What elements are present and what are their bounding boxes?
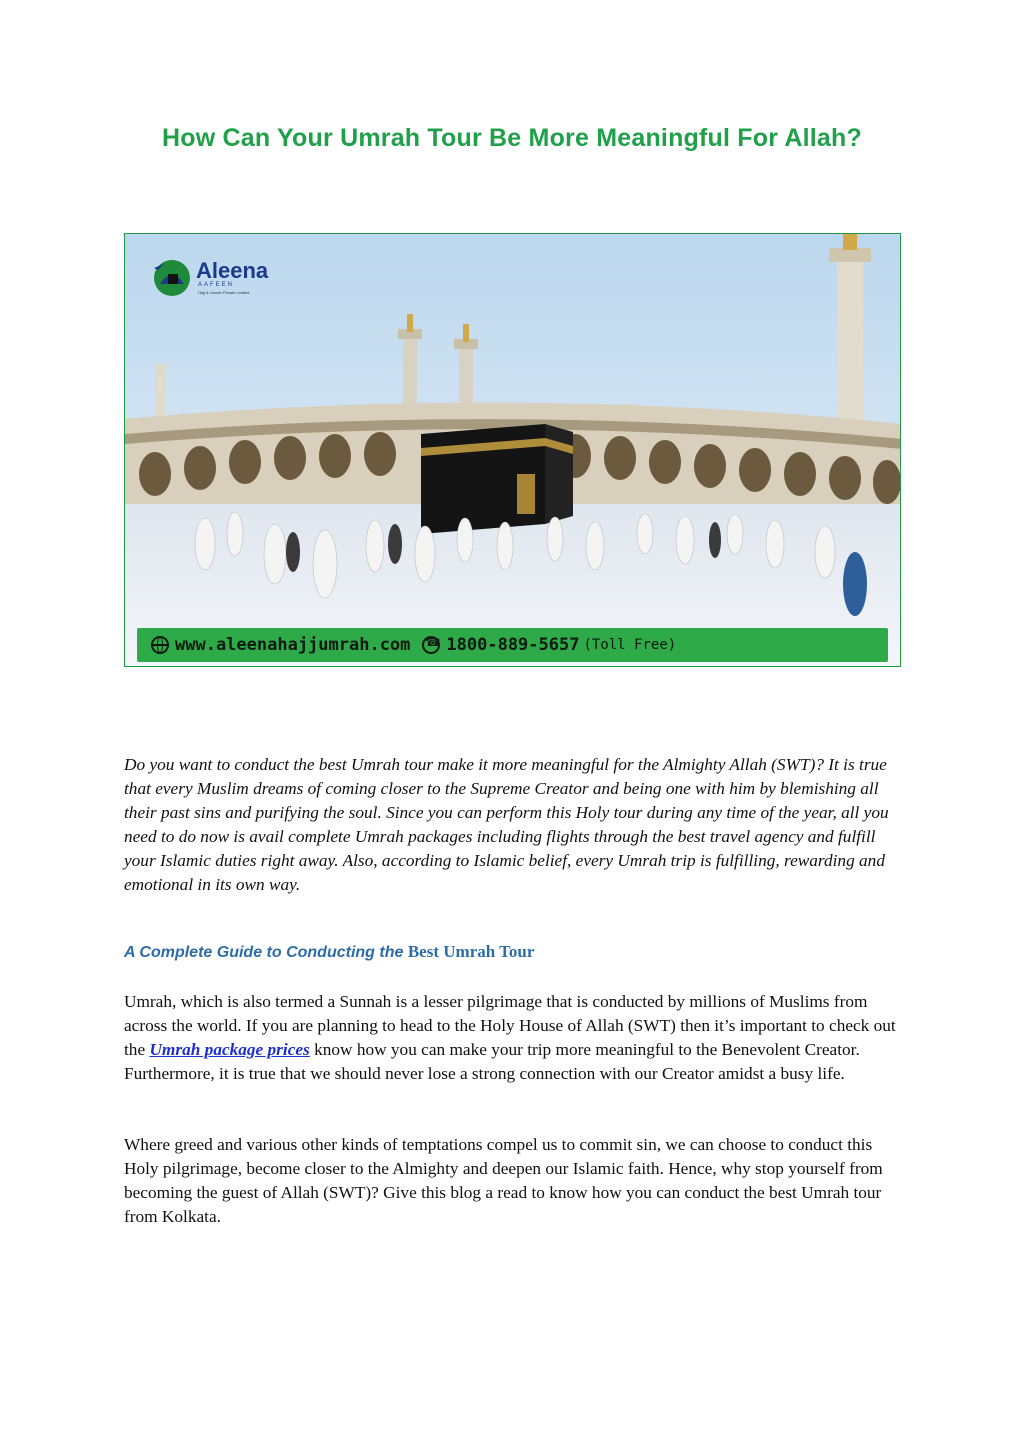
globe-icon	[151, 636, 169, 654]
logo-subname: AAFEEN	[198, 282, 235, 288]
website-text: www.aleenahajjumrah.com	[175, 635, 411, 655]
mosque-logo-icon	[150, 254, 194, 298]
contact-banner	[137, 628, 888, 662]
umrah-paragraph	[124, 990, 904, 1086]
logo-name: Aleena	[196, 258, 269, 283]
section-heading	[124, 942, 534, 962]
umrah-paragraph-after: know how you can make your trip more meaningful to the Benevolent Creator. Furthermore, it is true that we should never lose a strong connection with our Creator amidst a busy life.	[124, 1040, 860, 1083]
umrah-package-prices-link[interactable]: Umrah package prices	[149, 1040, 310, 1059]
page-title: How Can Your Umrah Tour Be More Meaningful For Allah?	[162, 124, 862, 152]
section-heading-italic: A Complete Guide to Conducting the	[124, 944, 404, 961]
phone-icon	[422, 636, 440, 654]
umrah-paragraph-before: Umrah, which is also termed a Sunnah is a lesser pilgrimage that is conducted by millions of Muslims from across the world. If you are planning to head to the Holy House of Allah (SWT) then it’s important to check out the	[124, 992, 896, 1059]
logo-tagline: Hajj & Umrah Private Limited	[198, 290, 250, 295]
intro-paragraph: Do you want to conduct the best Umrah tour make it more meaningful for the Almighty Allah (SWT)? It is true that every Muslim dreams of coming closer to the Supreme Creator and being one with him by blemishing all their past sins and purifying the soul. Since you can perform this Holy tour during any time of the year, all you need to do now is avail complete Umrah packages including flights through the best travel agency and fulfill your Islamic duties right away. Also, according to Islamic belief, every Umrah trip is fulfilling, rewarding and emotional in its own way.	[124, 755, 889, 894]
toll-free-text: (Toll Free)	[583, 637, 677, 653]
aleena-logo	[150, 254, 268, 300]
phone-text: 1800-889-5657	[446, 635, 580, 655]
section-heading-regular: Best Umrah Tour	[407, 942, 535, 961]
temptation-paragraph: Where greed and various other kinds of temptations compel us to commit sin, we can choose to conduct this Holy pilgrimage, become closer to the Almighty and deepen our Islamic faith. Hence, why stop yourself from becoming the guest of Allah (SWT)? Give this blog a read to know how you can conduct the best Umrah tour from Kolkata.	[124, 1135, 883, 1226]
